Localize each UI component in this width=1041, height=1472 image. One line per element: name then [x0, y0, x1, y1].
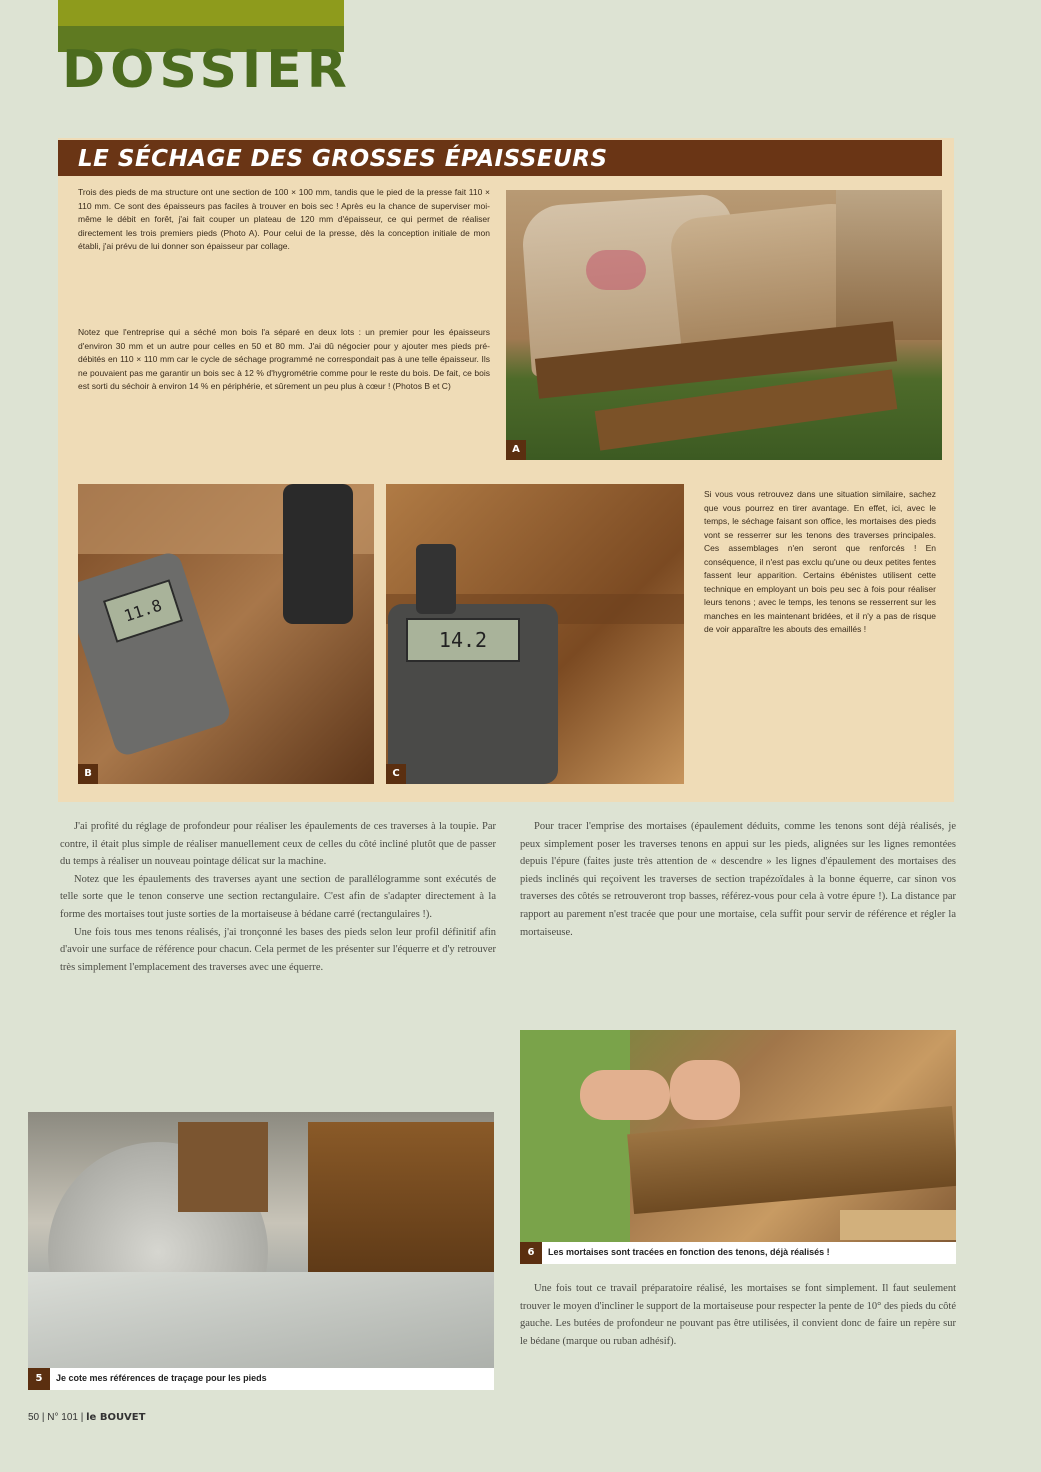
- caption-number: 6: [520, 1242, 542, 1264]
- photo-6-caption: [520, 1242, 956, 1264]
- page-footer: 50 | N° 101 | le BOUVET: [28, 1412, 146, 1423]
- sidebar-box-title: LE SÉCHAGE DES GROSSES ÉPAISSEURS: [78, 146, 608, 172]
- body-paragraph: Une fois tous mes tenons réalisés, j'ai tronçonné les bases des pieds selon leur profil définitif afin d'avoir une surface de référence pour chacun. Cela permet de les présenter sur l'équerre et d'y retrouver très simplement l'emplacement des traverses avec une équerre.: [60, 926, 496, 973]
- photo-c-moisture-meter: [386, 484, 684, 784]
- meter-connector: [416, 544, 456, 614]
- photo-a-label: A: [506, 440, 526, 460]
- wood-block: [308, 1122, 494, 1272]
- box-paragraph-2: Notez que l'entreprise qui a séché mon bois l'a séparé en deux lots : un premier pour les épaisseurs d'environ 30 mm et un autre pour celles en 50 et 80 mm. J'ai dû négocier pour y ajouter mes pieds pré-débités en 110 × 110 mm car le cycle de séchage programmé ne correspondait pas à une telle épaisseur. Ils ne pouvaient pas me garantir un bois sec à 12 % d'hygrométrie comme pour le reste du bois. De fait, ce bois est sorti du séchoir à environ 14 % en périphérie, et sûrement un peu plus à cœur ! (Photos B et C): [78, 327, 490, 391]
- caption-text: Je cote mes références de traçage pour les pieds: [56, 1373, 267, 1383]
- meter-body: [78, 550, 233, 758]
- meter-probe: [283, 484, 353, 624]
- body-paragraph: Notez que les épaulements des traverses ayant une section de parallélogramme sont exécutés de telle sorte que le tenon conserve une section rectangulaire. C'est afin de s'adapter directement à la forme des mortaises tout juste sorties de la mortaiseuse à bédane carré (rectangulaires !).: [60, 873, 496, 920]
- meter-display: 11.8: [103, 579, 183, 642]
- body-column-2: [520, 818, 956, 941]
- body-paragraph: J'ai profité du réglage de profondeur pour réaliser les épaulements de ces traverses à la toupie. Par contre, il était plus simple de réaliser manuellement ceux de celles du côté incliné plutôt que de passer du temps à réaliser un nouveau pointage délicat sur la machine.: [60, 821, 496, 868]
- photo-b-label: B: [78, 764, 98, 784]
- paint-mark: [586, 250, 646, 290]
- person-shirt: [520, 1030, 630, 1262]
- hand: [670, 1060, 740, 1120]
- caption-number: 5: [28, 1368, 50, 1390]
- issue-number: N° 101: [47, 1412, 78, 1423]
- body-paragraph: Une fois tout ce travail préparatoire réalisé, les mortaises se font simplement. Il faut seulement trouver le moyen d'incliner le support de la mortaiseuse pour respecter la pente de 10° des pieds du côté gauche. Les butées de profondeur ne pouvant pas être utilisées, il convient donc de faire un repère sur le bédane (marque ou ruban adhésif).: [520, 1283, 956, 1347]
- page-number: 50: [28, 1412, 40, 1423]
- wood-piece: [840, 1210, 956, 1240]
- section-title: DOSSIER: [62, 40, 352, 100]
- body-column-3: [520, 1280, 956, 1350]
- body-paragraph: Pour tracer l'emprise des mortaises (épaulement déduits, comme les tenons sont déjà réalisés, je peux simplement poser les traverses tenons en appui sur les pieds, alignées sur les lignes remontées depuis l'épure (faites juste très attention de « descendre » les lignes d'épaulement des mortaises des pieds inclinés qui reçoivent les traverses de section trapézoïdales à la bonne équerre, car sinon vos traverses des côtés se retrouveront trop basses, référez-vous pour cela à votre épure !). La distance par rapport au parement n'est tracée que pour une mortaise, cela suffit pour servir de référence et régler la mortaiseuse.: [520, 821, 956, 938]
- body-column-1: [60, 818, 496, 976]
- box-paragraph-1: Trois des pieds de ma structure ont une section de 100 × 100 mm, tandis que le pied de la presse fait 110 × 110 mm. Ce sont des épaisseurs pas faciles à trouver en bois sec ! Après eu la chance de superviser moi-même le débit en forêt, j'ai fait couper un plateau de 120 mm d'épaisseur, ce qui permet de réaliser directement les trois premiers pieds (Photo A). Pour celui de la presse, dès la conception initiale de mon établi, j'ai prévu de lui donner son épaisseur par collage.: [78, 187, 490, 251]
- wood-block: [178, 1122, 268, 1212]
- hand: [580, 1070, 670, 1120]
- caption-text: Les mortaises sont tracées en fonction des tenons, déjà réalisés !: [548, 1247, 830, 1257]
- meter-display: 14.2: [406, 618, 520, 662]
- beam: [627, 1106, 956, 1214]
- plank-shape: [836, 190, 942, 340]
- photo-6-marking-mortises: [520, 1030, 956, 1262]
- magazine-name: le BOUVET: [86, 1412, 146, 1423]
- photo-5-caption: [28, 1368, 494, 1390]
- photo-b-moisture-meter: [78, 484, 374, 784]
- photo-5-table-saw: [28, 1112, 494, 1390]
- box-paragraph-3: Si vous vous retrouvez dans une situation similaire, sachez que vous pourrez en tirer avantage. En effet, ici, avec le temps, le séchage faisant son office, les mortaises des pieds vont se resserrer sur les tenons des traverses principales. Ces assemblages n'en seront que renforcés ! En conséquence, il n'est pas exclu qu'une ou deux petites fentes fassent leur apparition. Certains ébénistes utilisent cette technique en employant un bois peu sec à fois pour réaliser leurs tenons ; avec le temps, les tenons se resserrent sur les manches en les maintenant bridées, et il n'y a pas de risque de voir apparaître les abouts des emaillés !: [704, 489, 936, 634]
- photo-c-label: C: [386, 764, 406, 784]
- photo-a-planks: [506, 190, 942, 460]
